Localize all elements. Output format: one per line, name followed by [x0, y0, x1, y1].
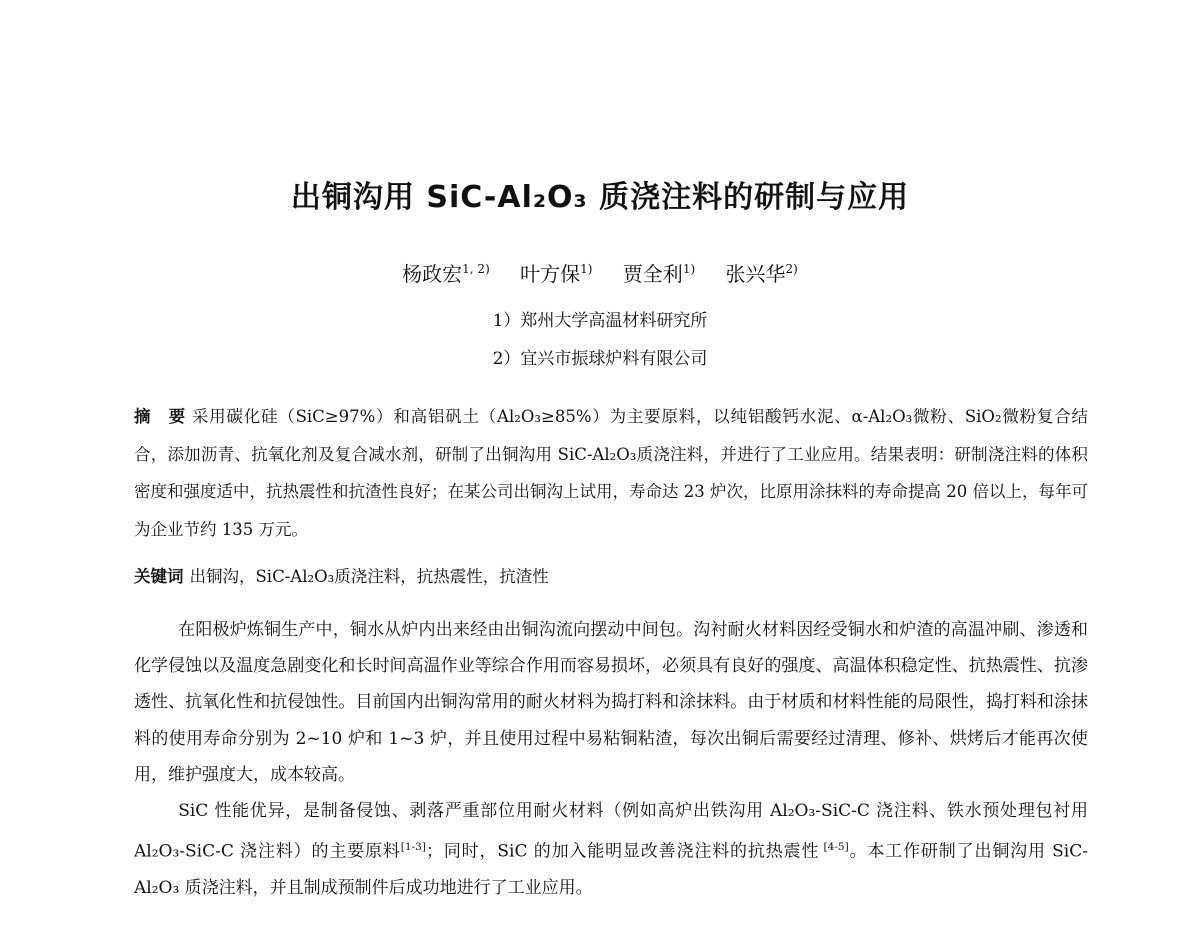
abstract-label: 摘 要 [134, 407, 186, 426]
body-paragraph-2-part-b: ；同时，SiC 的加入能明显改善浇注料的抗热震性 [425, 841, 820, 862]
body-paragraph-1: 在阳极炉炼铜生产中，铜水从炉内出来经由出铜沟流向摆动中间包。沟衬耐火材料因经受铜水和炉渣的高温冲刷、渗透和化学侵蚀以及温度急剧变化和长时间高温作业等综合作用而容易损坏，必须具有良好的强度、高温体积稳定性、抗热震性、抗渗透性、抗氧化性和抗侵蚀性。目前国内出铜沟常用的耐火材料为捣打料和涂抹料。由于材质和材料性能的局限性，捣打料和涂抹料的使用寿命分别为 2~10 炉和 1~3 炉，并且使用过程中易粘铜粘渣，每次出铜后需要经过清理、修补、烘烤后才能再次使用，维护强度大，成本较高。 [134, 620, 1088, 785]
affiliation-1: 1）郑州大学高温材料研究所 [492, 311, 708, 331]
author-name: 杨政宏 [402, 262, 463, 286]
author-1 [402, 262, 490, 286]
keywords-text: 出铜沟，SiC-Al₂O₃质浇注料，抗热震性，抗渣性 [189, 567, 549, 586]
keywords-label: 关键词 [134, 567, 184, 586]
body-text [134, 612, 1088, 906]
author-affiliation-mark: 1, 2) [462, 262, 490, 276]
paper-title: 出铜沟用 SiC-Al₂O₃ 质浇注料的研制与应用 [290, 180, 910, 215]
author-4 [726, 262, 798, 286]
abstract [134, 398, 1088, 548]
author-name: 张兴华 [725, 262, 786, 286]
author-affiliation-mark: 1) [580, 262, 593, 276]
author-name: 贾全利 [622, 262, 683, 286]
keywords [134, 562, 1088, 592]
author-affiliation-mark: 2) [785, 262, 798, 276]
citation-ref: [1-3] [400, 841, 426, 854]
author-3 [623, 262, 695, 286]
body-paragraph-2 [134, 793, 1088, 906]
body-paragraph-2-part-a: SiC 性能优异，是制备侵蚀、剥落严重部位用耐火材料（例如高炉出铁沟用 Al₂O₃-SiC-C 浇注料、铁水预处理包衬用 Al₂O₃-SiC-C 浇注料）的主要原料 [134, 801, 1088, 862]
abstract-text: 采用碳化硅（SiC≥97%）和高铝矾土（Al₂O₃≥85%）为主要原料，以纯铝酸钙水泥、α-Al₂O₃微粉、SiO₂微粉复合结合，添加沥青、抗氧化剂及复合减水剂，研制了出铜沟用 SiC-Al₂O₃质浇注料，并进行了工业应用。结果表明：研制浇注料的体积密度和强度适中，抗热震性和抗渣性良好；在某公司出铜沟上试用，寿命达 23 炉次，比原用涂抹料的寿命提高 20 倍以上，每年可为企业节约 135 万元。 [134, 407, 1088, 539]
affiliation-2: 2）宜兴市振球炉料有限公司 [492, 349, 708, 369]
author-2 [520, 262, 592, 286]
author-affiliation-mark: 1) [682, 262, 696, 276]
citation-ref: [4-5] [819, 841, 849, 854]
author-name: 叶方保 [520, 262, 581, 286]
body-paragraph-2-part-c: 。本工作研制了出铜沟用 SiC-Al₂O₃ 质浇注料，并且制成预制件后成功地进行了工业应用。 [134, 841, 1088, 899]
author-line [0, 258, 1200, 287]
